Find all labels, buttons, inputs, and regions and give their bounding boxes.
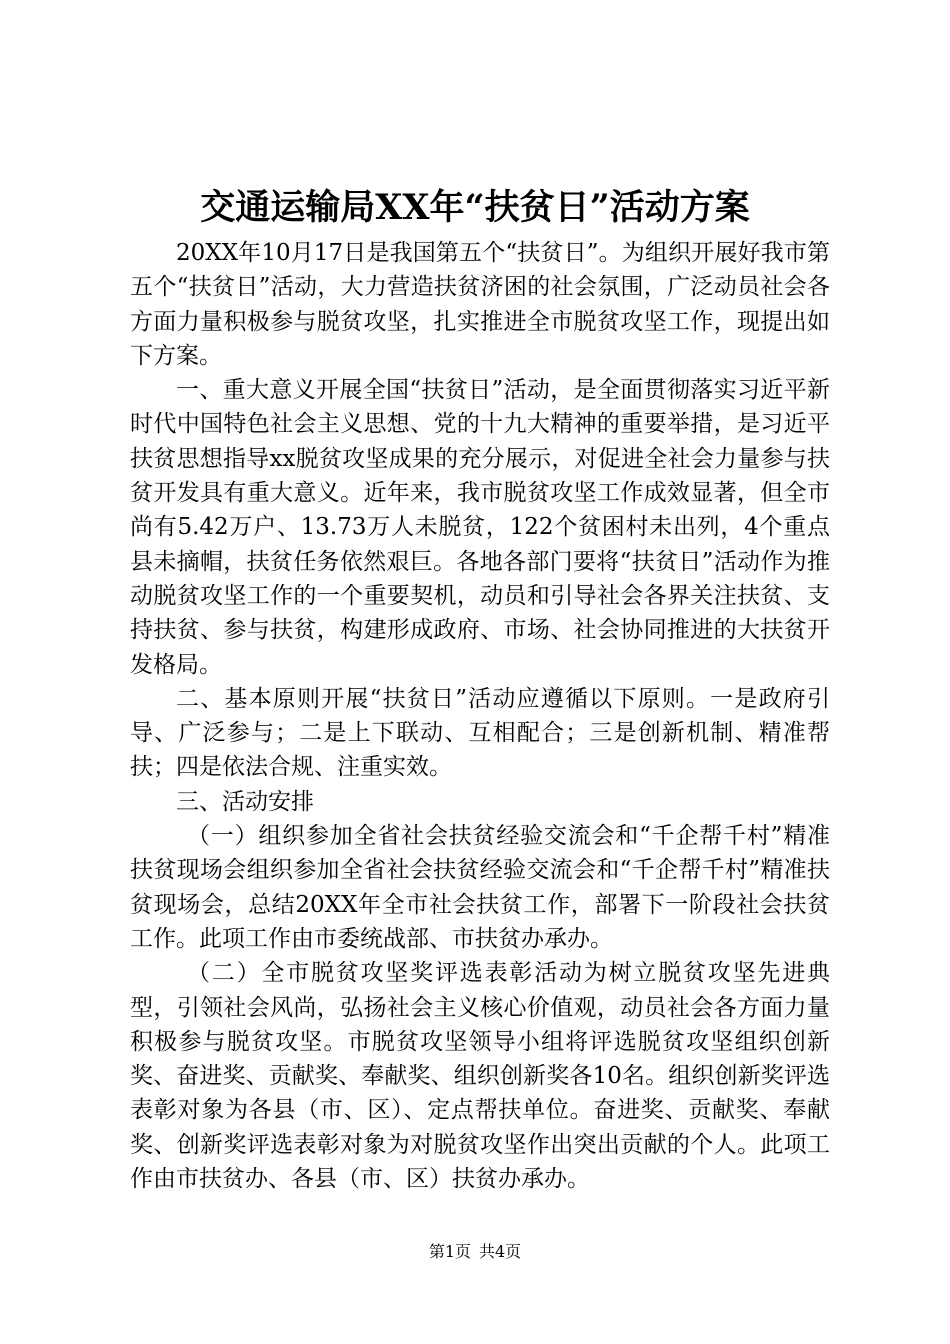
- document-title: 交通运输局XX年“扶贫日”活动方案: [200, 187, 750, 228]
- document-body: [130, 236, 830, 1196]
- section-principles-paragraph: 二、基本原则开展“扶贫日”活动应遵循以下原则。一是政府引导、广泛参与；二是上下联动、互相配合；三是创新机制、精准帮扶；四是依法合规、注重实效。: [130, 685, 830, 781]
- section-significance-paragraph: 一、重大意义开展全国“扶贫日”活动，是全面贯彻落实习近平新时代中国特色社会主义思想、党的十九大精神的重要举措，是习近平扶贫思想指导xx脱贫攻坚成果的充分展示，对促进全社会力量参与扶贫开发具有重大意义。近年来，我市脱贫攻坚工作成效显著，但全市尚有5.42万户、13.73万人未脱贫，122个贫困村未出列，4个重点县未摘帽，扶贫任务依然艰巨。各地各部门要将“扶贫日”活动作为推动脱贫攻坚工作的一个重要契机，动员和引导社会各界关注扶贫、支持扶贫、参与扶贫，构建形成政府、市场、社会协同推进的大扶贫开发格局。: [130, 377, 830, 678]
- section-arrangements-heading: 三、活动安排: [176, 788, 314, 815]
- page-footer: [0, 1240, 950, 1264]
- arrangement-item-2-paragraph: （二）全市脱贫攻坚奖评选表彰活动为树立脱贫攻坚先进典型，引领社会风尚，弘扬社会主义核心价值观，动员社会各方面力量积极参与脱贫攻坚。市脱贫攻坚领导小组将评选脱贫攻坚组织创新奖、奋进奖、贡献奖、奉献奖、组织创新奖各10名。组织创新奖评选表彰对象为各县（市、区）、定点帮扶单位。奋进奖、贡献奖、奉献奖、创新奖评选表彰对象为对脱贫攻坚作出突出贡献的个人。此项工作由市扶贫办、各县（市、区）扶贫办承办。: [130, 960, 830, 1193]
- page-total: 共4页: [479, 1242, 522, 1261]
- intro-paragraph: 20XX年10月17日是我国第五个“扶贫日”。为组织开展好我市第五个“扶贫日”活动，大力营造扶贫济困的社会氛围，广泛动员社会各方面力量积极参与脱贫攻坚，扎实推进全市脱贫攻坚工作，现提出如下方案。: [130, 240, 830, 369]
- page-number: 第1页: [428, 1242, 471, 1261]
- arrangement-item-1-paragraph: （一）组织参加全省社会扶贫经验交流会和“千企帮千村”精准扶贫现场会组织参加全省社会扶贫经验交流会和“千企帮千村”精准扶贫现场会，总结20XX年全市社会扶贫工作，部署下一阶段社会扶贫工作。此项工作由市委统战部、市扶贫办承办。: [130, 823, 830, 952]
